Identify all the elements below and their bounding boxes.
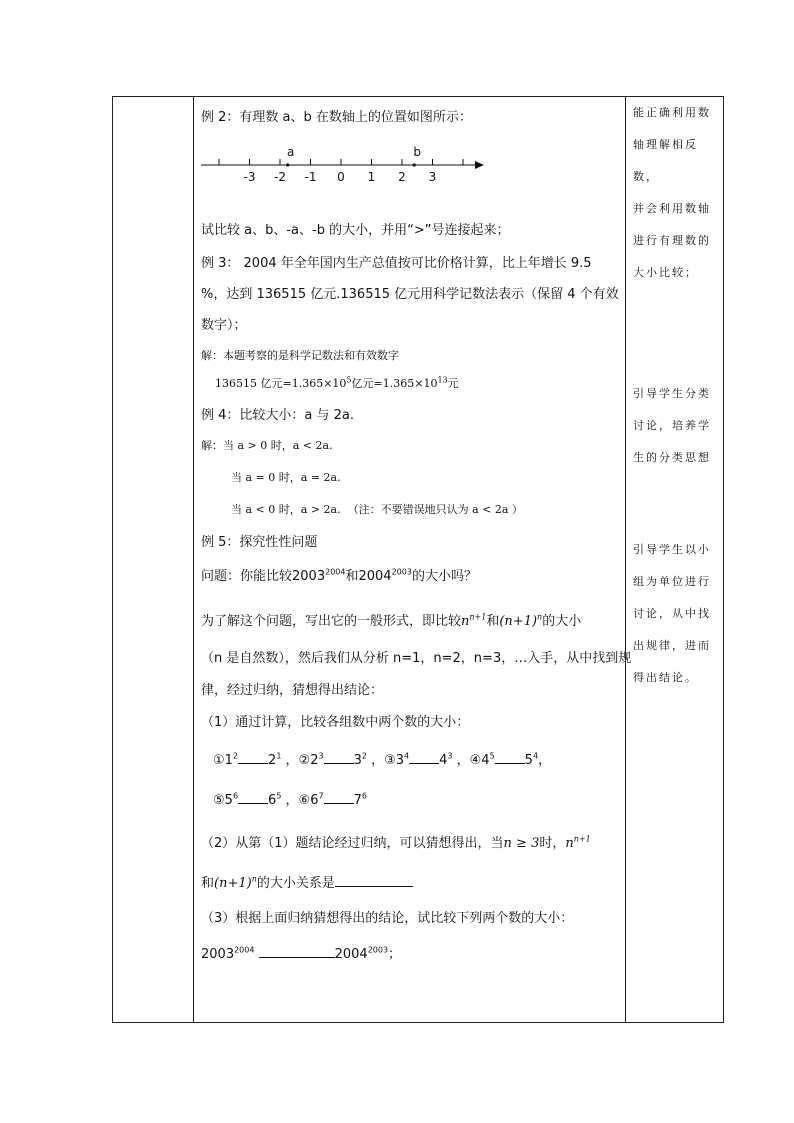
tick-label: -1: [304, 170, 317, 184]
answer-blank[interactable]: [238, 751, 268, 764]
example-5-title: 例 5：探究性性问题: [201, 535, 318, 550]
example-2-question: 试比较 a、b、-a、-b 的大小，并用“>”号连接起来；: [201, 223, 510, 238]
lesson-table: [112, 96, 724, 1023]
note-line: 出规律，进而: [633, 639, 711, 652]
note-line: 讨论，培养学: [633, 419, 711, 432]
step-3-comparison: $2003^{2004}$ $2004^{2003}$；: [201, 945, 402, 962]
step-1-instruction: （1）通过计算，比较各组数中两个数的大小：: [201, 715, 470, 730]
note-line: 并会利用数轴: [633, 202, 711, 215]
comparison-row-1: $①1^2$ $2^1$ ，$②2^3$ $3^2$ ，$③3^4$ $4^3$ ，$④4^5$ $5^4$，: [213, 751, 552, 768]
example-4-title: 例 4：比较大小：a 与 2a.: [201, 408, 355, 423]
example-3-equation: 136515 亿元$=1.365\times 10^5$亿元$=1.365\times 10^{13}$元: [215, 375, 459, 390]
example-2-title: 例 2：有理数 a、b 在数轴上的位置如图所示：: [201, 110, 472, 125]
tick-label: 3: [428, 170, 437, 184]
note-line: 引导学生以小: [633, 543, 711, 556]
answer-blank[interactable]: [324, 791, 354, 804]
answer-blank[interactable]: [409, 751, 439, 764]
note-line: 轴理解相反数，: [633, 138, 698, 183]
note-line: 得出结论。: [633, 671, 698, 684]
example-4-case-2: 当 a = 0 时，a = 2a.: [231, 471, 341, 484]
point-b-dot: [413, 163, 416, 166]
example-3-solution: 解：本题考察的是科学记数法和有效数字: [201, 349, 399, 362]
example-5-para-2: （n 是自然数），然后我们从分析 n=1，n=2，n=3，…入手，从中找到规: [201, 651, 632, 666]
column-divider-right: [625, 97, 626, 1022]
note-2: [633, 378, 711, 474]
note-line: 大小比较；: [633, 266, 698, 279]
tick-label: -2: [274, 170, 286, 184]
step-3-instruction: （3）根据上面归纳猜想得出的结论，试比较下列两个数的大小：: [201, 911, 574, 926]
example-5-question: 问题：你能比较$2003^{2004}$和$2004^{2003}$的大小吗？: [201, 567, 477, 584]
example-3-line-3: 数字）；: [201, 318, 247, 333]
comparison-row-2: $⑤5^6$ $6^5$ ，$⑥6^7$ $7^6$: [213, 791, 367, 808]
note-line: 组为单位进行: [633, 575, 711, 588]
answer-blank[interactable]: [259, 945, 335, 958]
answer-blank[interactable]: [495, 751, 525, 764]
tick-label: 2: [398, 170, 406, 184]
step-2-line-2: 和$(n+1)^n$的大小关系是: [201, 872, 413, 891]
answer-blank[interactable]: [238, 791, 268, 804]
example-3-line-2: %，达到 136515 亿元.136515 亿元用科学记数法表示（保留 4 个有效: [201, 287, 619, 302]
note-line: 讨论，从中找: [633, 607, 711, 620]
note-line: 生的分类思想: [633, 451, 711, 464]
step-2-line-1: （2）从第（1）题结论经过归纳，可以猜想得出，当n ≥ 3时，$n^{n+1}$: [201, 834, 591, 851]
point-a-label: a: [286, 145, 295, 159]
example-3-line-1: 例 3： 2004 年全年国内生产总值按可比价格计算，比上年增长 9.5: [201, 256, 592, 271]
tick-label: 0: [337, 170, 345, 184]
example-5-para-1: 为了解这个问题，写出它的一般形式，即比较$n^{n+1}$和$(n+1)^n$的大小: [201, 612, 582, 629]
tick-label: 1: [367, 170, 376, 184]
point-b-label: b: [413, 145, 422, 159]
note-line: 进行有理数的: [633, 234, 711, 247]
note-line: 引导学生分类: [633, 387, 711, 400]
note-1: [633, 97, 719, 289]
tick-label: -3: [243, 170, 256, 184]
example-4-case-1: 解：当 a > 0 时，a < 2a.: [201, 439, 333, 452]
example-5-para-3: 律，经过归纳，猜想得出结论：: [201, 683, 384, 698]
number-line: [201, 137, 501, 187]
point-a-dot: [286, 163, 289, 166]
column-divider-left: [193, 97, 194, 1022]
answer-blank[interactable]: [335, 874, 413, 887]
note-line: 能正确利用数: [633, 106, 711, 119]
note-3: [633, 534, 711, 694]
example-4-case-3: 当 a < 0 时，a > 2a. （注：不要错误地只认为 a < 2a ）: [231, 503, 523, 516]
answer-blank[interactable]: [324, 751, 354, 764]
